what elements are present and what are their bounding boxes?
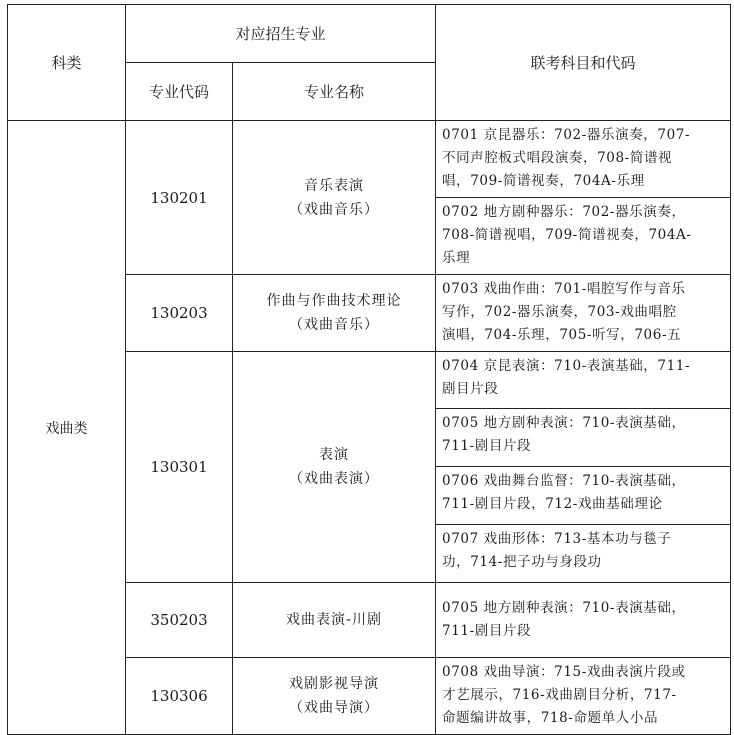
- exam-line: 命题编讲故事，718-命题单人小品: [442, 710, 659, 726]
- major-name-line: 戏曲表演-川剧: [285, 612, 383, 628]
- major-code-cell: 130201: [126, 121, 233, 275]
- exam-cell: [436, 583, 731, 658]
- major-name-line: 音乐表演: [304, 177, 364, 194]
- exam-line: 0706 戏曲舞台监督：710-表演基础，: [442, 473, 686, 489]
- major-name-cell: [233, 658, 436, 735]
- exam-line: 唱，709-简谱视奏，704A-乐理: [442, 173, 645, 189]
- exam-cell: [436, 121, 731, 198]
- exam-line: 0702 地方剧种器乐：702-器乐演奏，: [442, 204, 686, 220]
- major-name-line: 作曲与作曲技术理论: [266, 293, 402, 309]
- exam-line: 708-简谱视唱，709-简谱视奏，704A-: [442, 227, 692, 243]
- major-code-cell: 130306: [126, 658, 233, 735]
- exam-line: 0707 戏曲形体：713-基本功与毯子: [442, 531, 672, 547]
- exam-line: 0704 京昆表演：710-表演基础，711-: [442, 358, 691, 374]
- major-name-line: 表演: [319, 447, 349, 463]
- exam-line: 711-剧目片段，712-戏曲基础理论: [442, 496, 663, 512]
- exam-line: 功，714-把子功与身段功: [442, 554, 602, 570]
- exam-line: 乐理: [442, 250, 471, 266]
- header-major-group: 对应招生专业: [126, 5, 436, 63]
- exam-line: 0701 京昆器乐：702-器乐演奏，707-: [442, 127, 691, 143]
- exam-cell: [436, 525, 731, 583]
- major-name-line: （戏曲导演）: [289, 700, 379, 716]
- major-code-cell: 130301: [126, 352, 233, 583]
- exam-line: 写作，702-器乐演奏，703-戏曲唱腔: [442, 304, 677, 320]
- exam-line: 剧目片段: [442, 381, 499, 397]
- exam-line: 0705 地方剧种表演：710-表演基础，: [442, 415, 686, 431]
- major-name-cell: [233, 352, 436, 583]
- exam-line: 演唱，704-乐理，705-听写，706-五: [442, 327, 682, 343]
- major-name-line: 戏剧影视导演: [289, 676, 379, 692]
- exam-line: 711-剧目片段: [442, 438, 532, 454]
- major-name-line: （戏曲表演）: [289, 471, 379, 487]
- header-category: 科类: [8, 5, 126, 121]
- major-code-cell: 130203: [126, 275, 233, 352]
- category-cell: 戏曲类: [8, 121, 126, 735]
- major-name-line: （戏曲音乐）: [289, 317, 379, 333]
- exam-line: 0705 地方剧种表演：710-表演基础，: [442, 599, 686, 616]
- major-code-cell: 350203: [126, 583, 233, 658]
- exam-line: 不同声腔板式唱段演奏，708-简谱视: [442, 150, 673, 166]
- major-name-cell: [233, 275, 436, 352]
- exam-cell: [436, 658, 731, 735]
- exam-cell: [436, 409, 731, 467]
- exam-line: 0703 戏曲作曲：701-唱腔写作与音乐: [442, 281, 686, 297]
- exam-line: 711-剧目片段: [442, 622, 532, 639]
- admissions-table: [7, 4, 731, 735]
- header-row-1: [8, 5, 731, 63]
- header-exam: 联考科目和代码: [436, 5, 731, 121]
- table-row: [8, 121, 731, 198]
- exam-cell: [436, 198, 731, 275]
- major-name-cell: [233, 121, 436, 275]
- header-major-code: 专业代码: [126, 63, 233, 121]
- exam-line: 才艺展示，716-戏曲剧目分析，717-: [442, 687, 677, 703]
- major-name-cell: [233, 583, 436, 658]
- exam-cell: [436, 467, 731, 525]
- exam-line: 0708 戏曲导演：715-戏曲表演片段或: [442, 664, 686, 680]
- header-major-name: 专业名称: [233, 63, 436, 121]
- exam-cell: [436, 275, 731, 352]
- exam-cell: [436, 352, 731, 409]
- major-name-line: （戏曲音乐）: [289, 201, 379, 218]
